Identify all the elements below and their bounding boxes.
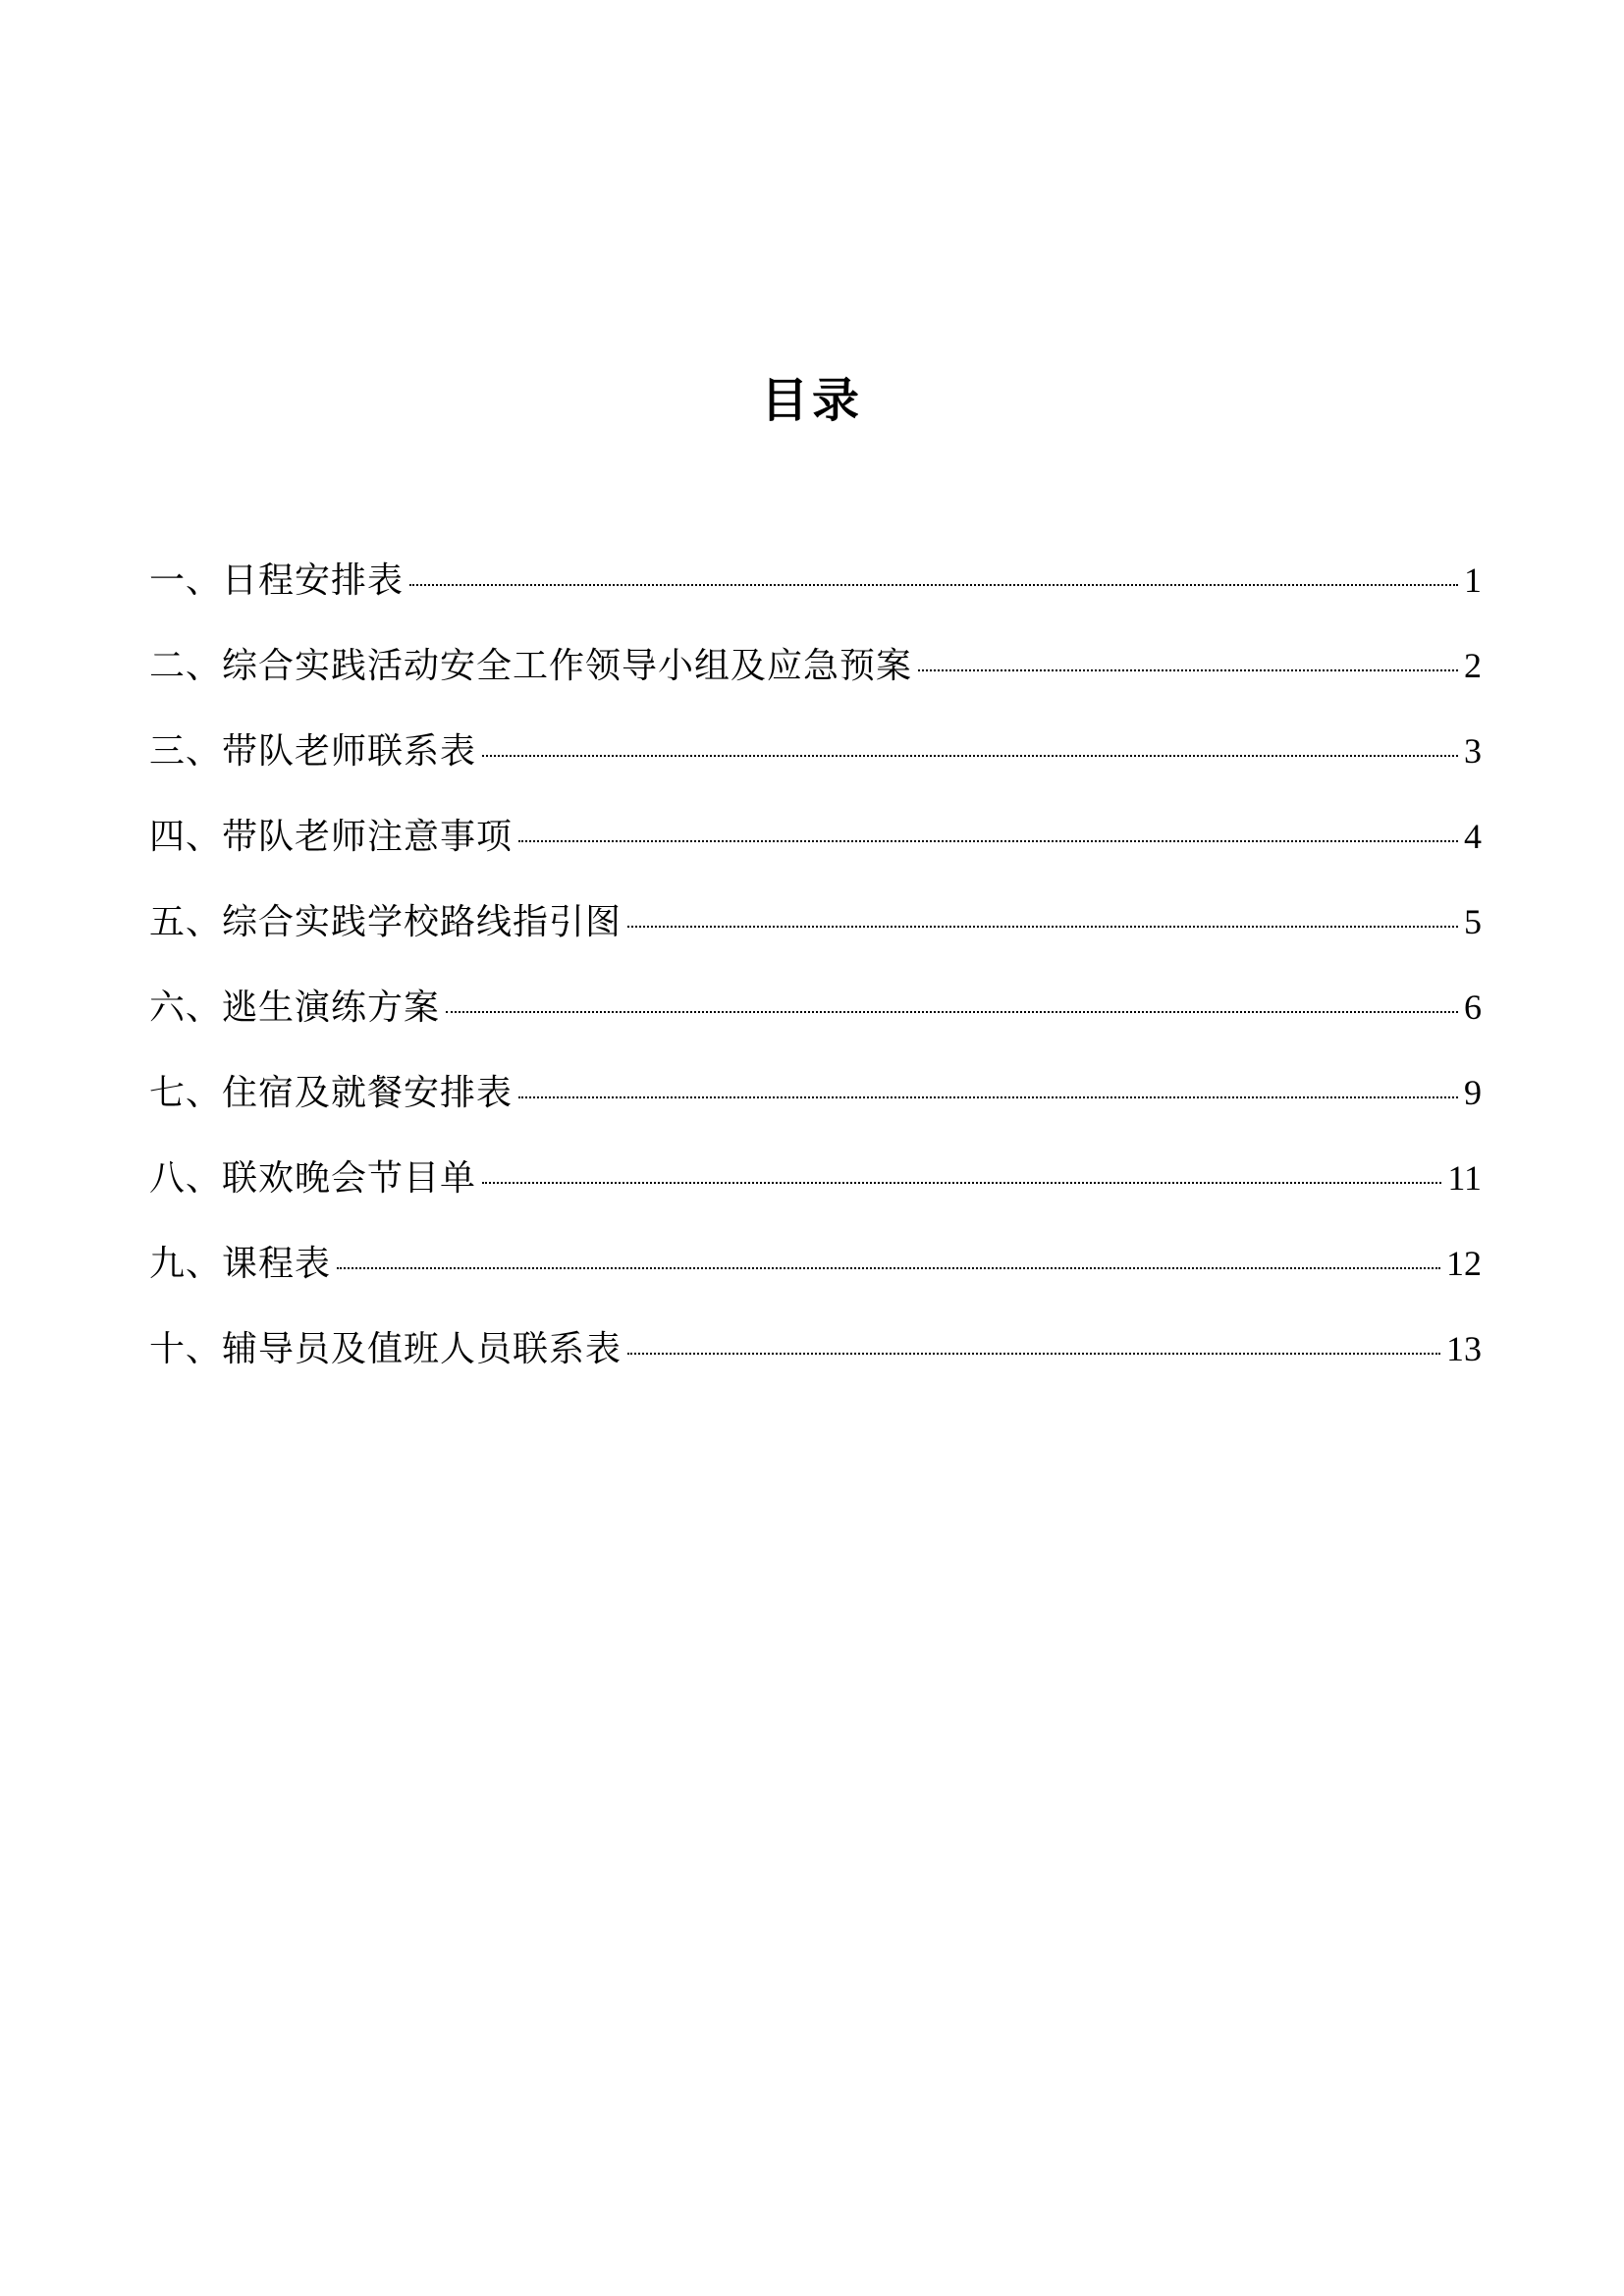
- toc-entry-label: 二、综合实践活动安全工作领导小组及应急预案: [149, 646, 913, 686]
- toc-list: [149, 556, 1482, 1410]
- dot-leader: [918, 669, 1458, 671]
- dot-leader: [518, 840, 1458, 842]
- toc-entry-label: 三、带队老师联系表: [149, 731, 477, 772]
- toc-entry-label: 十、辅导员及值班人员联系表: [149, 1329, 623, 1369]
- toc-entry[interactable]: [149, 641, 1482, 726]
- toc-entry-page-number: 5: [1464, 902, 1482, 941]
- toc-entry-page-number: 1: [1464, 561, 1482, 600]
- toc-entry-page-number: 12: [1446, 1244, 1482, 1283]
- dot-leader: [409, 584, 1458, 586]
- toc-entry[interactable]: [149, 897, 1482, 983]
- toc-entry-page-number: 3: [1464, 731, 1482, 771]
- dot-leader: [337, 1267, 1440, 1269]
- toc-title: 目录: [760, 373, 863, 428]
- toc-entry[interactable]: [149, 1153, 1482, 1239]
- toc-entry-page-number: 13: [1446, 1329, 1482, 1368]
- toc-entry-page-number: 4: [1464, 817, 1482, 856]
- toc-entry[interactable]: [149, 1068, 1482, 1153]
- toc-entry-page-number: 11: [1447, 1158, 1482, 1198]
- toc-entry-label: 一、日程安排表: [149, 561, 405, 601]
- dot-leader: [482, 1182, 1441, 1184]
- toc-entry-label: 七、住宿及就餐安排表: [149, 1073, 514, 1113]
- dot-leader: [627, 926, 1458, 928]
- toc-entry-label: 四、带队老师注意事项: [149, 817, 514, 857]
- dot-leader: [482, 755, 1458, 757]
- toc-entry-label: 五、综合实践学校路线指引图: [149, 902, 623, 942]
- toc-entry[interactable]: [149, 1324, 1482, 1410]
- dot-leader: [627, 1353, 1440, 1355]
- toc-entry[interactable]: [149, 812, 1482, 897]
- toc-entry-page-number: 9: [1464, 1073, 1482, 1112]
- toc-entry-label: 六、逃生演练方案: [149, 988, 441, 1028]
- toc-entry[interactable]: [149, 556, 1482, 641]
- toc-entry-page-number: 6: [1464, 988, 1482, 1027]
- toc-entry[interactable]: [149, 983, 1482, 1068]
- toc-entry-page-number: 2: [1464, 646, 1482, 685]
- dot-leader: [518, 1096, 1458, 1098]
- toc-entry[interactable]: [149, 726, 1482, 812]
- toc-entry-label: 八、联欢晚会节目单: [149, 1158, 477, 1199]
- dot-leader: [446, 1011, 1458, 1013]
- toc-entry-label: 九、课程表: [149, 1244, 332, 1284]
- toc-entry[interactable]: [149, 1239, 1482, 1324]
